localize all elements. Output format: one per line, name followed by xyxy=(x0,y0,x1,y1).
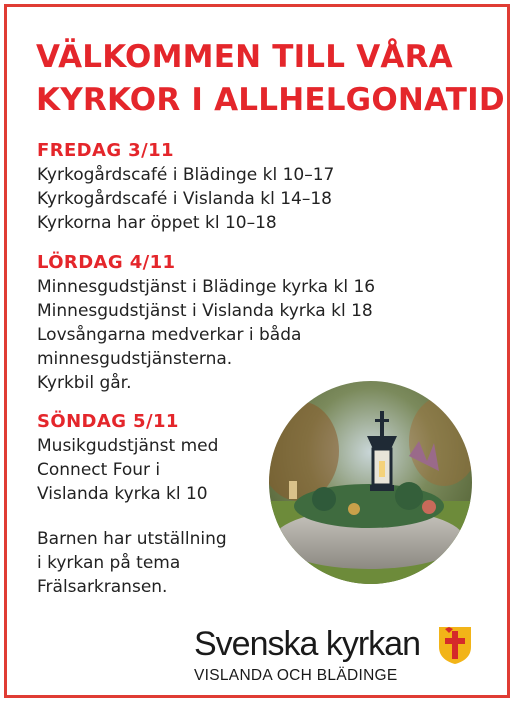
friday-line: Kyrkogårdscafé i Blädinge kl 10–17 xyxy=(37,165,335,185)
title-line-1: VÄLKOMMEN TILL VÅRA xyxy=(36,39,453,75)
children-note xyxy=(37,527,227,599)
friday-line: Kyrkogårdscafé i Vislanda kl 14–18 xyxy=(37,189,332,209)
saturday-heading: LÖRDAG 4/11 xyxy=(37,252,176,273)
friday-heading: FREDAG 3/11 xyxy=(37,140,174,161)
friday-line: Kyrkorna har öppet kl 10–18 xyxy=(37,213,277,233)
sunday-line: Musikgudstjänst med xyxy=(37,436,219,456)
church-emblem-icon xyxy=(437,625,473,665)
friday-section xyxy=(37,139,334,235)
sunday-section xyxy=(37,410,218,506)
poster-title xyxy=(36,36,505,122)
title-line-2: KYRKOR I ALLHELGONATID xyxy=(36,82,505,118)
saturday-line: minnesgudstjänsterna. xyxy=(37,349,233,369)
saturday-line: Kyrkbil går. xyxy=(37,373,132,393)
sunday-line: Vislanda kyrka kl 10 xyxy=(37,484,208,504)
children-note-line: Barnen har utställning xyxy=(37,529,227,549)
children-note-line: i kyrkan på tema xyxy=(37,553,181,573)
sunday-heading: SÖNDAG 5/11 xyxy=(37,411,179,432)
saturday-line: Minnesgudstjänst i Blädinge kyrka kl 16 xyxy=(37,277,376,297)
svenska-kyrkan-logo xyxy=(194,625,420,685)
saturday-line: Minnesgudstjänst i Vislanda kyrka kl 18 xyxy=(37,301,373,321)
sunday-line: Connect Four i xyxy=(37,460,161,480)
logo-subtitle: VISLANDA OCH BLÄDINGE xyxy=(194,667,398,684)
grave-lantern-photo xyxy=(269,381,472,584)
saturday-line: Lovsångarna medverkar i båda xyxy=(37,325,302,345)
saturday-section xyxy=(37,251,375,395)
children-note-line: Frälsarkransen. xyxy=(37,577,168,597)
logo-name: Svenska kyrkan xyxy=(194,625,420,663)
